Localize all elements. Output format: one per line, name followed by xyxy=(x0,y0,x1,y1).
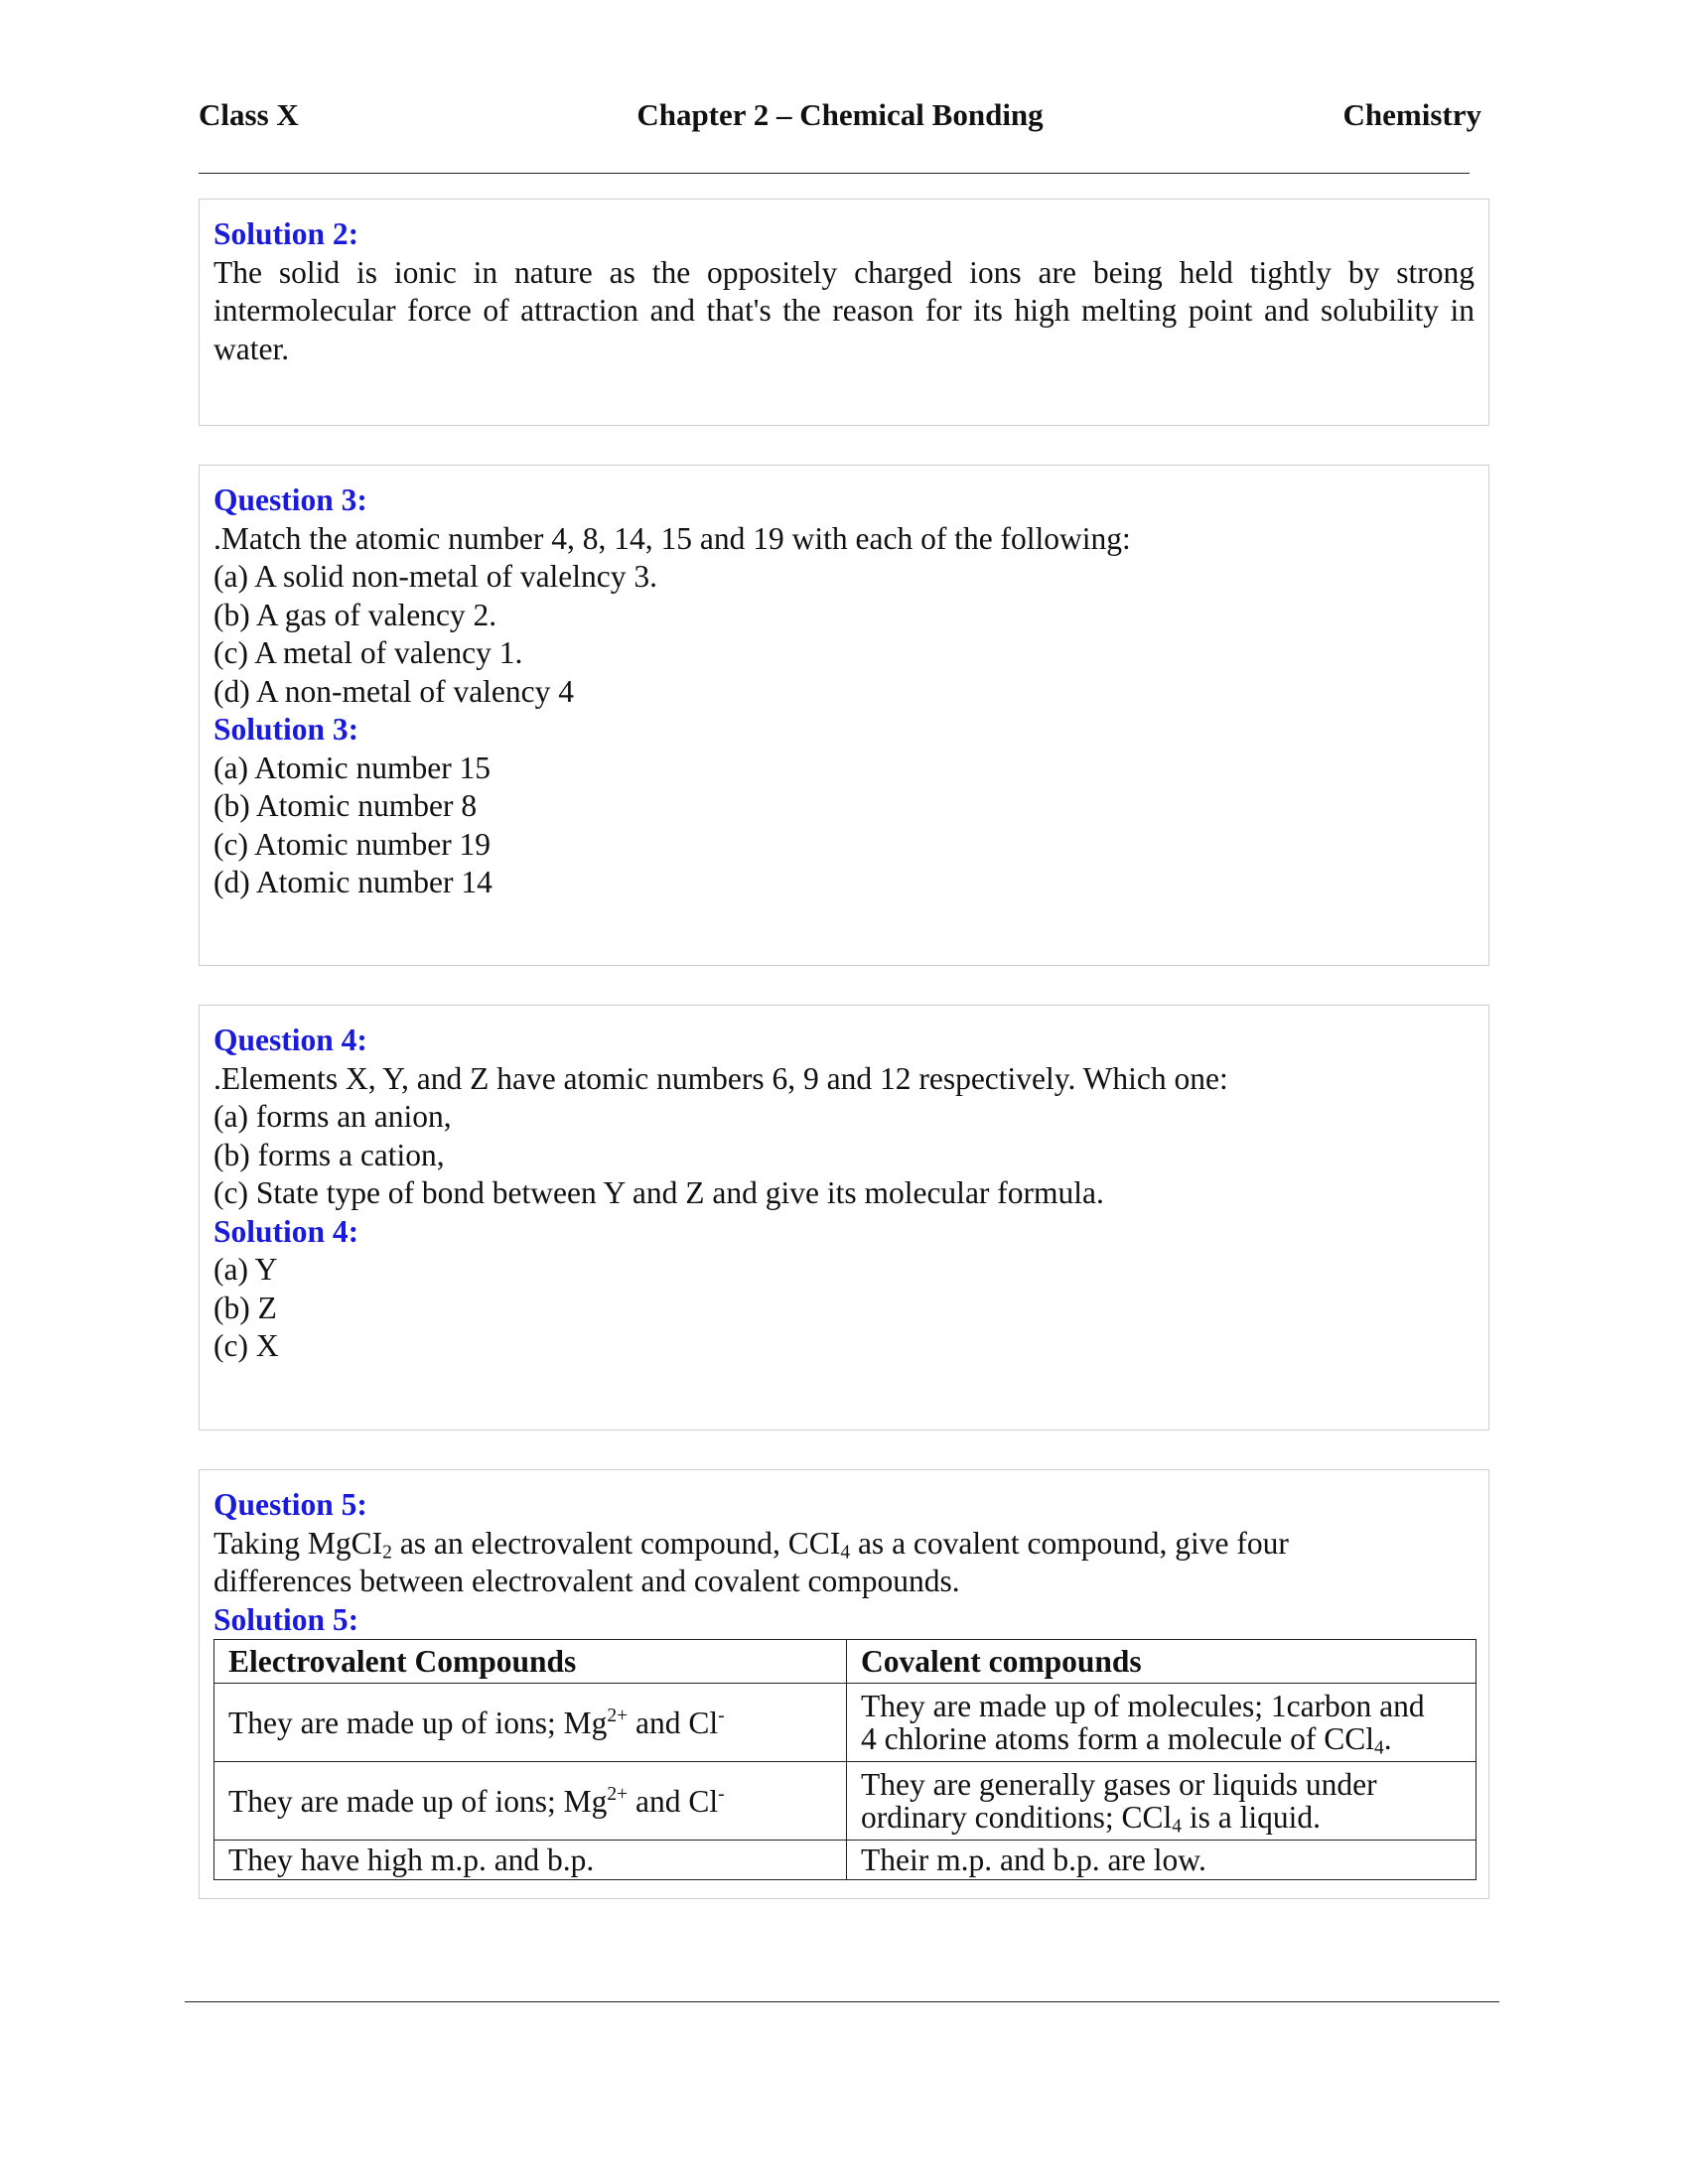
header-rule xyxy=(199,173,1470,174)
table-cell: They are generally gases or liquids under ordinary conditions; CCl$_4$ is a liquid. xyxy=(847,1762,1477,1841)
table-header-row xyxy=(214,1640,1477,1684)
solution-4-line: (a) Y xyxy=(213,1252,278,1287)
header-subject: Chemistry xyxy=(1342,97,1481,132)
question-3-box xyxy=(199,465,1489,966)
footer-rule xyxy=(185,2001,1499,2002)
solution-2-box xyxy=(199,199,1489,426)
table-header-cell: Covalent compounds xyxy=(847,1640,1477,1684)
question-5-line: differences between electrovalent and covalent compounds. xyxy=(213,1564,960,1598)
table-row xyxy=(214,1684,1477,1762)
table-cell: They are made up of ions; $Mg^{2+}$ and Cl- xyxy=(214,1684,847,1762)
table-cell: They are made up of molecules; 1carbon and 4 chlorine atoms form a molecule of CCl$_4$. xyxy=(847,1684,1477,1762)
question-4-line: (a) forms an anion, xyxy=(213,1099,452,1134)
page-header xyxy=(199,97,1481,141)
question-4-line: (c) State type of bond between Y and Z and give its molecular formula. xyxy=(213,1175,1104,1210)
table-header-cell: Electrovalent Compounds xyxy=(214,1640,847,1684)
question-3-line: (b) A gas of valency 2. xyxy=(213,597,497,632)
question-3-heading: Question 3: xyxy=(213,482,367,517)
question-3-line: .Match the atomic number 4, 8, 14, 15 and 19 with each of the following: xyxy=(213,520,1131,556)
solution-4-line: (b) Z xyxy=(213,1290,277,1325)
solution-4-heading: Solution 4: xyxy=(213,1213,359,1249)
question-4-line: (b) forms a cation, xyxy=(213,1137,445,1172)
solution-3-line: (a) Atomic number 15 xyxy=(213,750,492,785)
solution-3-line: (d) Atomic number 14 xyxy=(213,865,492,899)
question-5-line: Taking MgCI$_2$ as an electrovalent compound, $CCI_4$ as a covalent compound, give four xyxy=(213,1525,1289,1563)
question-3-line: (d) A non-metal of valency 4 xyxy=(213,673,575,709)
solution-5-heading: Solution 5: xyxy=(213,1601,359,1637)
solution-2-text: The solid is ionic in nature as the oppositely charged ions are being held tightly by strong intermolecular force of attraction and that's the reason for its high melting point and solubility in water. xyxy=(213,254,1475,366)
question-4-box xyxy=(199,1005,1489,1431)
question-5-box xyxy=(199,1469,1489,1899)
table-row xyxy=(214,1762,1477,1841)
question-4-heading: Question 4: xyxy=(213,1023,367,1057)
question-4-line: .Elements X, Y, and Z have atomic numbers 6, 9 and 12 respectively. Which one: xyxy=(213,1060,1228,1096)
solution-2-heading: Solution 2: xyxy=(213,216,359,251)
solution-4-line: (c) X xyxy=(213,1328,279,1363)
header-chapter: Chapter 2 – Chemical Bonding xyxy=(636,97,1044,132)
table-cell: They are made up of ions; $Mg^{2+}$ and Cl- xyxy=(214,1762,847,1841)
solution-3-heading: Solution 3: xyxy=(213,712,359,747)
question-5-heading: Question 5: xyxy=(213,1487,367,1522)
table-row xyxy=(214,1841,1477,1880)
question-3-line: (a) A solid non-metal of valelncy 3. xyxy=(213,559,658,594)
solution-3-line: (b) Atomic number 8 xyxy=(213,788,478,823)
comparison-table xyxy=(213,1639,1477,1880)
question-3-line: (c) A metal of valency 1. xyxy=(213,635,523,670)
solution-3-line: (c) Atomic number 19 xyxy=(213,826,492,862)
table-cell: They have high m.p. and b.p. xyxy=(214,1841,847,1880)
header-class: Class X xyxy=(199,97,299,132)
table-cell: Their m.p. and b.p. are low. xyxy=(847,1841,1477,1880)
